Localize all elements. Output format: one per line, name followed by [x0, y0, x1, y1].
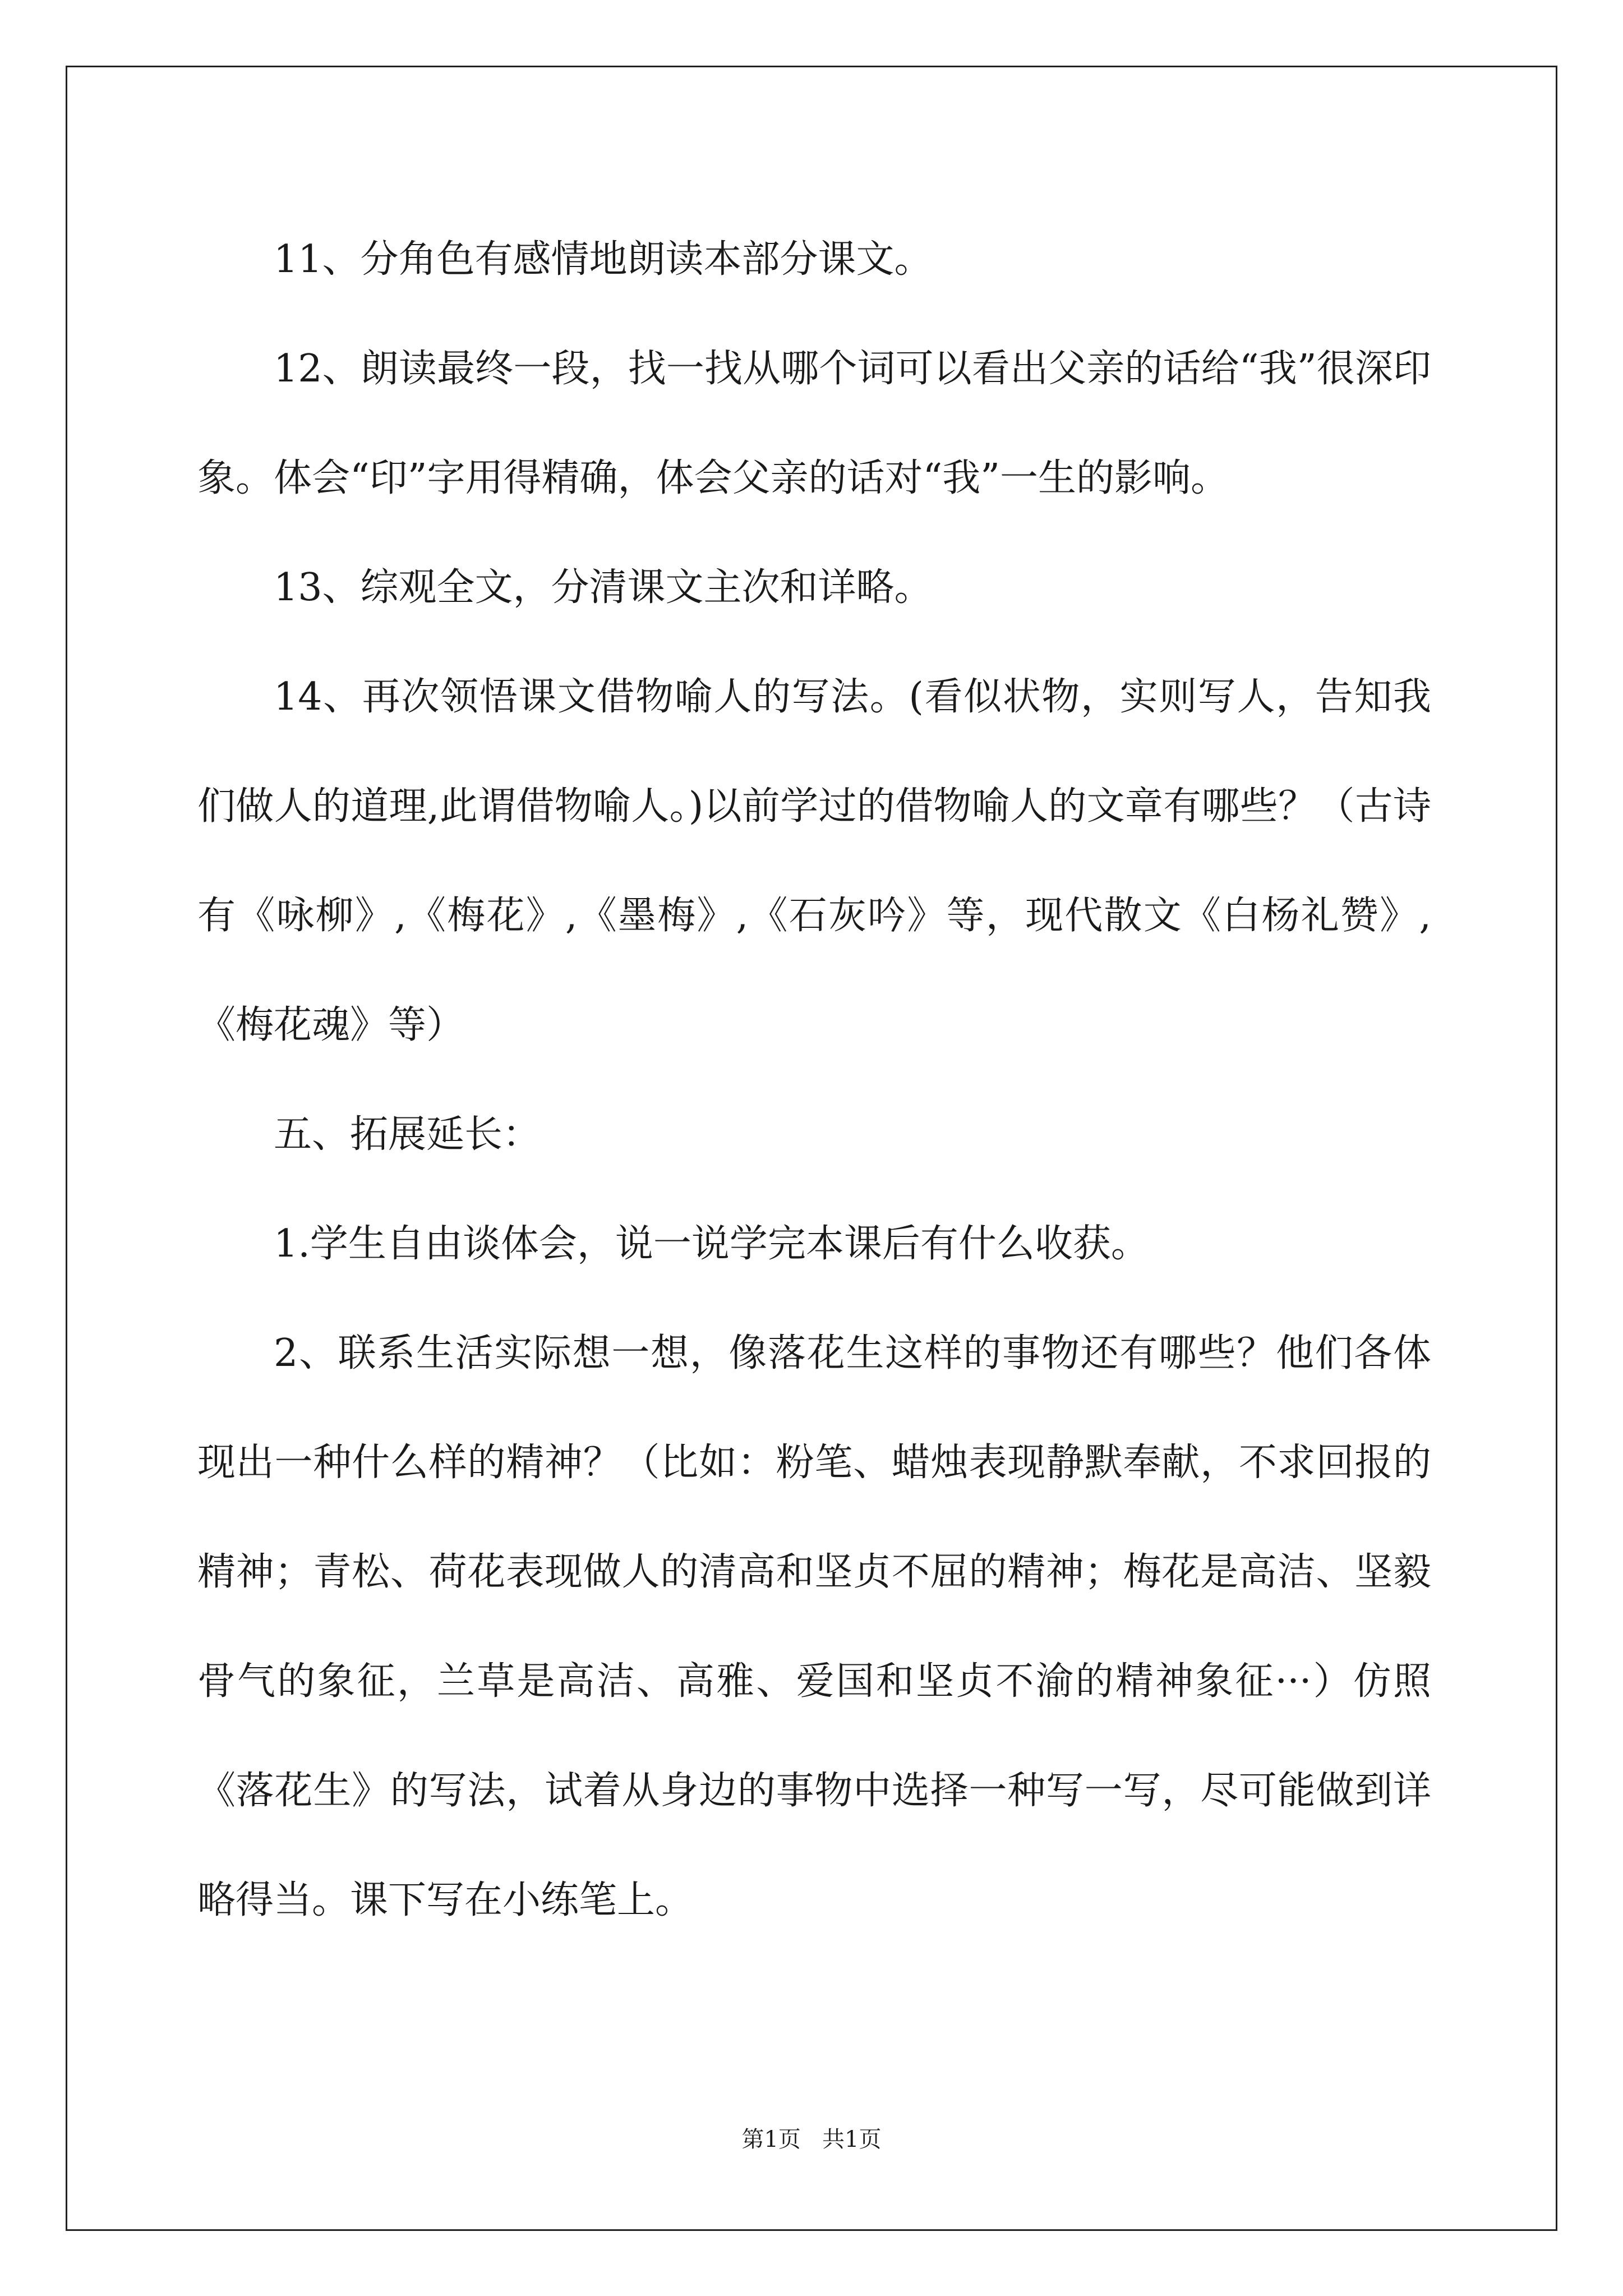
paragraph-11: 11、分角色有感情地朗读本部分课文。 — [274, 237, 933, 282]
page-footer: 第1页 共1页 — [741, 2127, 882, 2152]
document-body — [197, 205, 1431, 1955]
paragraph-ext-1: 1.学生自由谈体会，说一说学完本课后有什么收获。 — [274, 1222, 1149, 1266]
section-heading-extension: 五、拓展延长： — [274, 1112, 541, 1157]
paragraph-14: 14、再次领悟课文借物喻人的写法。(看似状物，实则写人，告知我们做人的道理,此谓借物喻人。)以前学过的借物喻人的文章有哪些？（古诗有《咏柳》,《梅花》,《墨梅》,《石灰吟》等，现代散文《白杨礼赞》,《梅花魂》等） — [197, 675, 1431, 1047]
paragraph-ext-2: 2、联系生活实际想一想，像落花生这样的事物还有哪些？他们各体现出一种什么样的精神？（比如：粉笔、蜡烛表现静默奉献，不求回报的精神；青松、荷花表现做人的清高和坚贞不屈的精神；梅花是高洁、坚毅 骨气的象征，兰草是高洁、高雅、爱国和坚贞不渝的精神象征···）仿照《落花生》的写法，试着从身边的事物中选择一种写一写，尽可能做到详略得当。课下写在小练笔上。 — [197, 1331, 1431, 1922]
paragraph-12: 12、朗读最终一段，找一找从哪个词可以看出父亲的话给“我”很深印象。体会“印”字用得精确，体会父亲的话对“我”一生的影响。 — [197, 347, 1431, 500]
paragraph-13: 13、综观全文，分清课文主次和详略。 — [274, 565, 933, 610]
